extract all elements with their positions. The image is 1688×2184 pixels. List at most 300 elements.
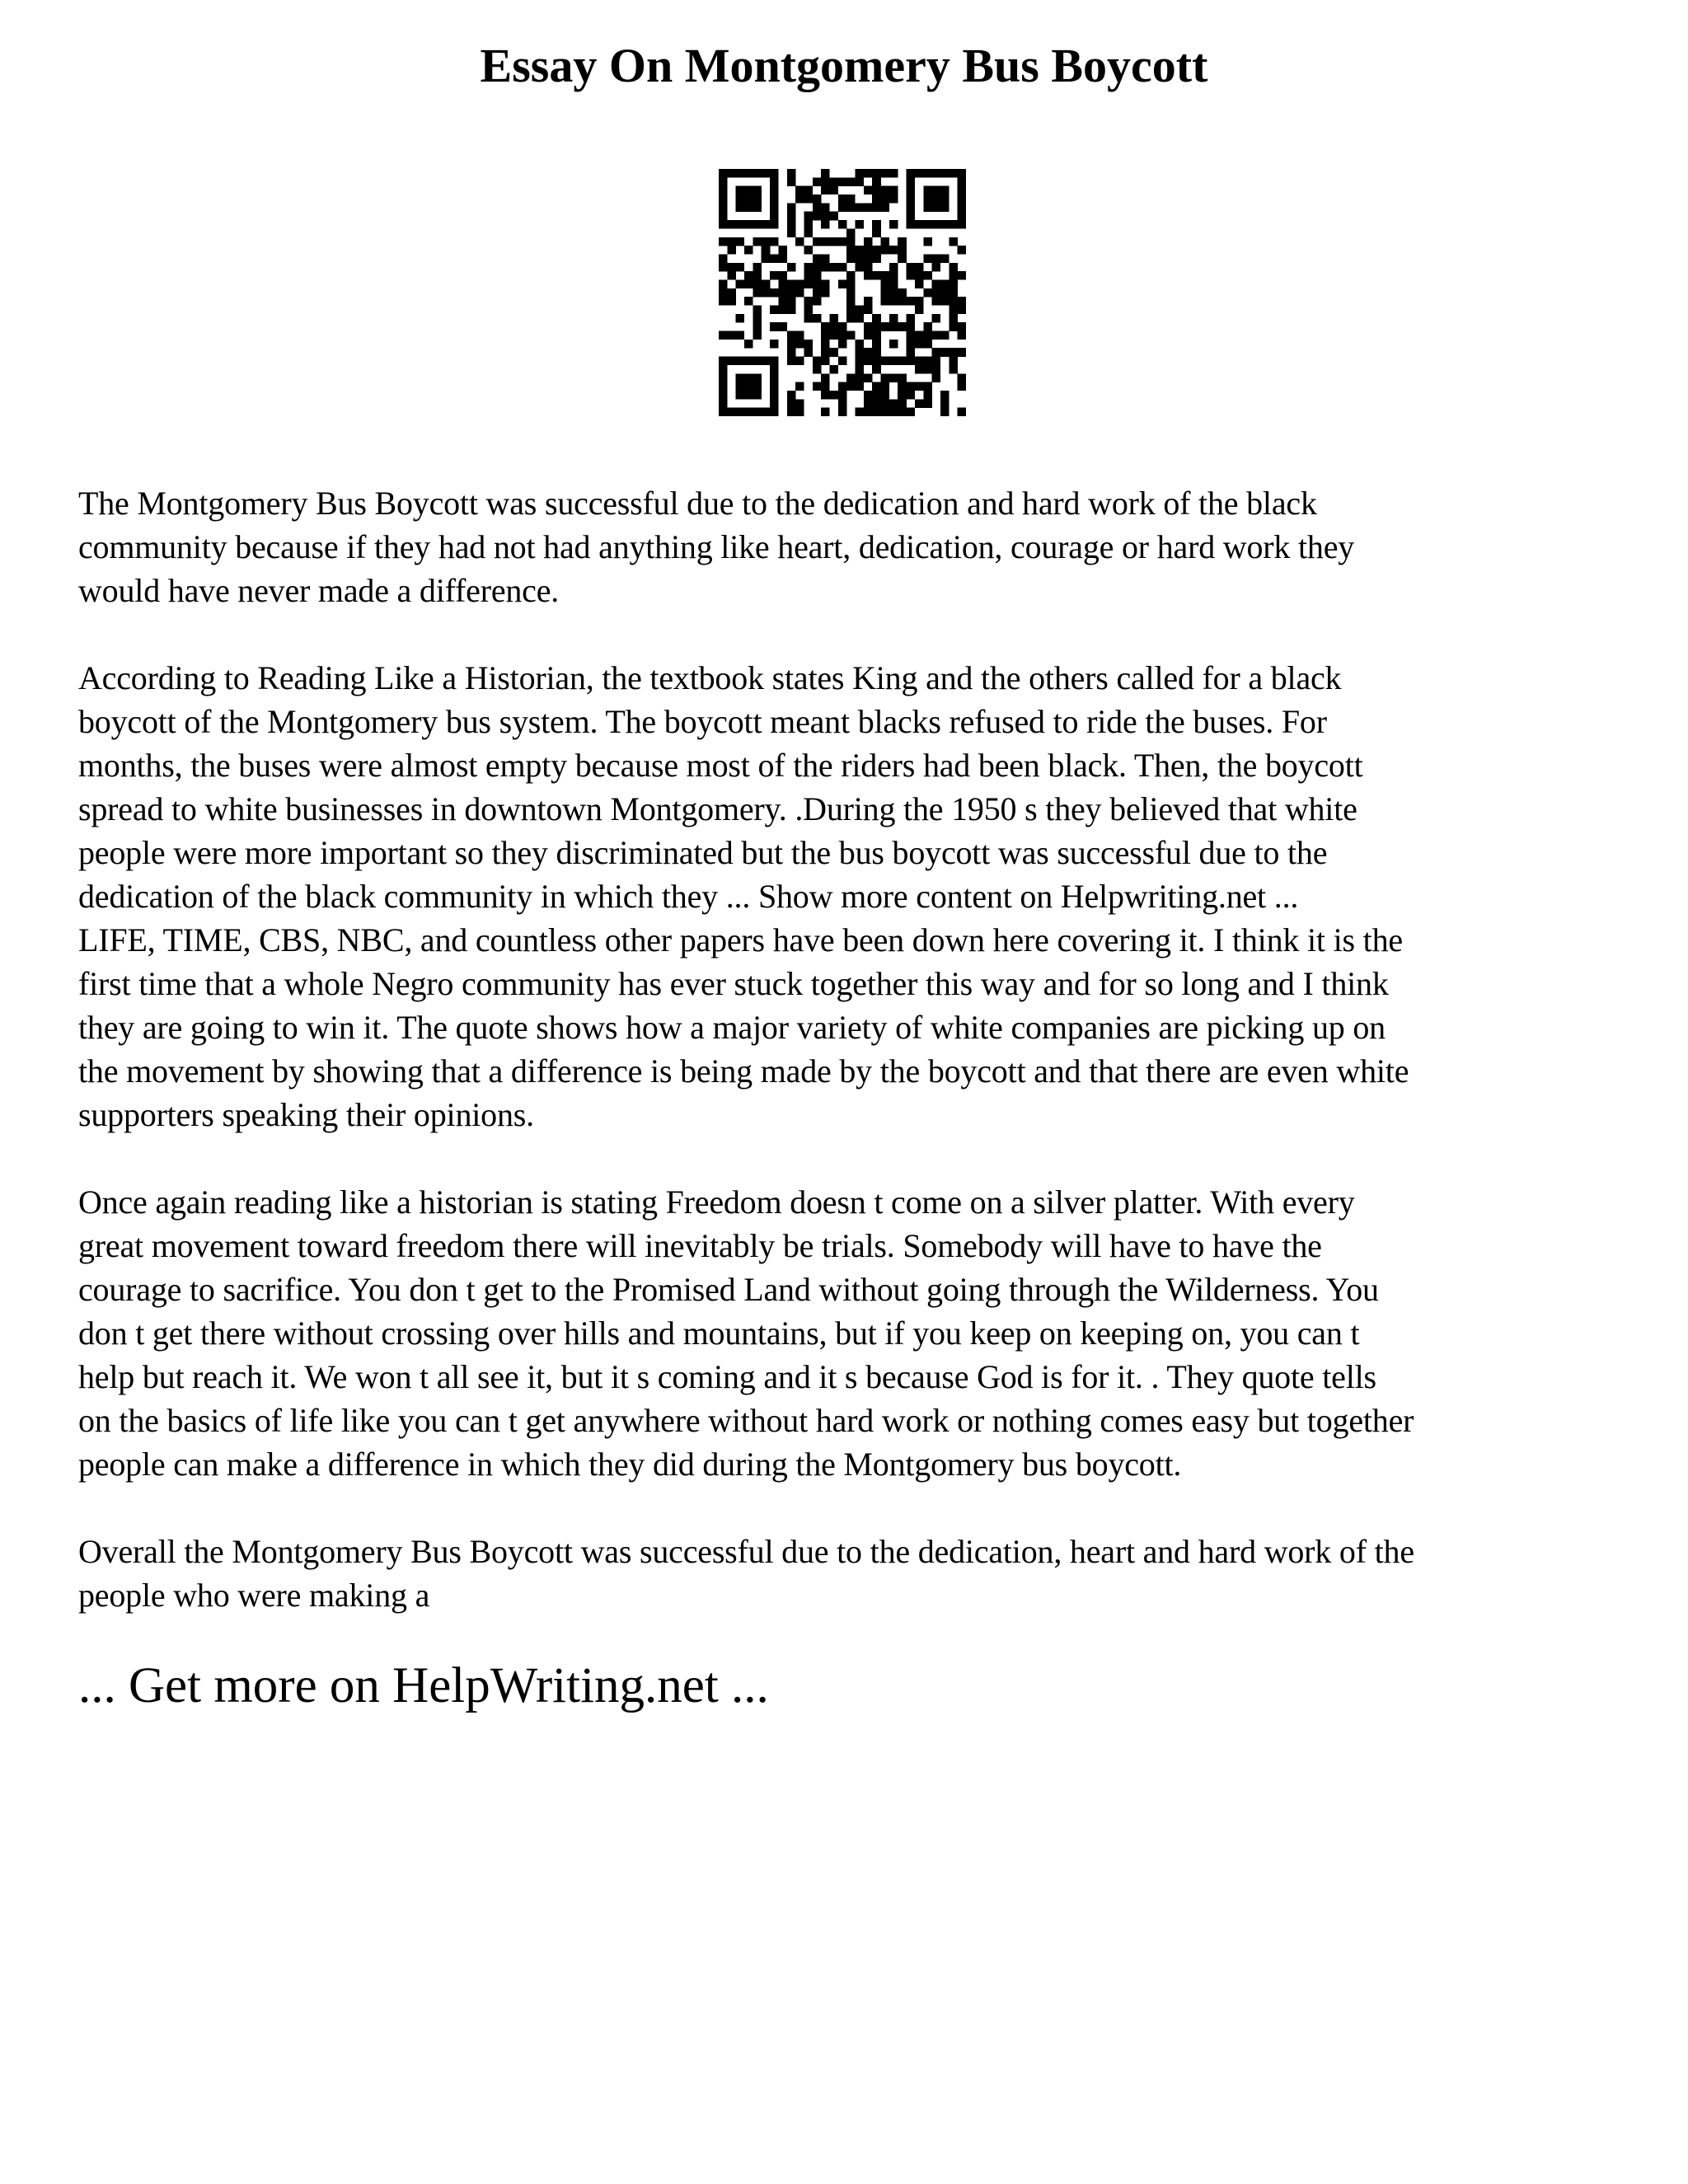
qr-module [762,357,771,366]
qr-module [744,194,753,204]
qr-module [813,237,822,246]
qr-module [787,212,796,221]
qr-module [898,357,907,366]
qr-module [753,391,762,400]
qr-module [872,365,881,374]
get-more-link[interactable]: ... Get more on HelpWriting.net ... [78,1658,769,1713]
qr-module [813,177,822,186]
qr-module [932,297,941,306]
qr-module [932,288,941,298]
qr-module [949,365,958,374]
qr-module [821,279,830,288]
qr-module [889,169,898,178]
qr-module [949,322,958,331]
qr-module [932,314,941,323]
qr-module [872,348,881,357]
qr-module [864,373,873,382]
qr-module [940,348,950,357]
qr-module [727,271,736,280]
qr-module [958,382,966,391]
qr-module [907,357,916,366]
qr-module [736,314,745,323]
qr-module [719,186,728,195]
qr-module [762,288,771,298]
qr-module [940,297,950,306]
qr-module [829,186,838,195]
qr-module [821,357,830,366]
qr-module [753,237,762,246]
qr-module [795,340,804,349]
qr-module [829,263,838,272]
qr-module [736,357,745,366]
qr-module [736,203,745,212]
qr-module [744,279,753,288]
qr-module [889,220,898,229]
qr-module [770,177,779,186]
qr-module [915,306,924,315]
qr-module [762,246,771,255]
qr-module [958,194,966,204]
qr-module [949,220,958,229]
qr-module [719,391,728,400]
qr-module [932,331,941,340]
qr-module [804,348,813,357]
qr-module [736,194,745,204]
qr-module [949,288,958,298]
qr-module [846,373,856,382]
qr-module [923,382,932,391]
qr-module [856,365,865,374]
qr-module [864,391,873,400]
qr-module [940,186,950,195]
qr-module [864,169,873,178]
qr-module [778,322,787,331]
qr-module [949,263,958,272]
qr-module [940,254,950,263]
qr-module [872,177,881,186]
qr-module [762,279,771,288]
qr-module [753,279,762,288]
qr-module [719,237,728,246]
qr-module [864,297,873,306]
qr-module [813,212,822,221]
qr-module [907,263,916,272]
qr-module [770,194,779,204]
qr-module [770,186,779,195]
qr-module [856,373,865,382]
qr-module [753,314,762,323]
qr-module [813,279,822,288]
qr-module [932,169,941,178]
qr-module [932,254,941,263]
qr-module [864,322,873,331]
qr-module [846,194,856,204]
qr-module [744,220,753,229]
qr-module [923,169,932,178]
qr-module [932,186,941,195]
qr-code-graphic [719,169,966,416]
qr-module [719,263,728,272]
qr-module [795,194,804,204]
qr-module [719,212,728,221]
qr-module [753,373,762,382]
qr-module [787,348,796,357]
qr-module [770,373,779,382]
qr-module [856,408,865,416]
qr-module [736,220,745,229]
qr-module [881,382,890,391]
qr-module [915,382,924,391]
qr-module [958,246,966,255]
qr-module [907,314,916,323]
document-title: Essay On Montgomery Bus Boycott [480,39,1208,92]
qr-module [889,322,898,331]
qr-module [881,373,890,382]
qr-code-icon [719,169,966,416]
qr-module [727,331,736,340]
qr-module [864,331,873,340]
qr-module [889,263,898,272]
qr-module [949,314,958,323]
qr-module [923,254,932,263]
qr-module [940,331,950,340]
qr-module [872,271,881,280]
qr-module [821,169,830,178]
qr-module [744,357,753,366]
qr-module [940,169,950,178]
qr-module [889,340,898,349]
qr-module [762,237,771,246]
qr-module [804,340,813,349]
qr-module [949,297,958,306]
qr-module [864,186,873,195]
qr-module [932,365,941,374]
qr-module [727,237,736,246]
qr-module [872,169,881,178]
qr-module [736,331,745,340]
qr-module [838,391,847,400]
qr-module [736,373,745,382]
qr-module [804,212,813,221]
qr-module [804,194,813,204]
qr-module [753,306,762,315]
qr-module [778,271,787,280]
qr-module [872,228,881,237]
qr-module [907,382,916,391]
qr-module [958,220,966,229]
qr-module [864,306,873,315]
qr-module [838,279,847,288]
qr-module [907,177,916,186]
qr-module [872,322,881,331]
qr-module [898,408,907,416]
qr-module [753,220,762,229]
qr-module [727,263,736,272]
qr-module [872,340,881,349]
qr-module [915,279,924,288]
qr-module [753,271,762,280]
qr-module [856,254,865,263]
qr-module [915,357,924,366]
qr-module [821,288,830,298]
qr-module [838,357,847,366]
qr-module [907,408,916,416]
qr-module [753,169,762,178]
qr-module [881,408,890,416]
qr-module [907,203,916,212]
qr-module [744,373,753,382]
qr-module [923,340,932,349]
qr-module [949,271,958,280]
qr-module [889,194,898,204]
qr-module [898,382,907,391]
qr-module [804,246,813,255]
qr-module [881,391,890,400]
qr-module [932,348,941,357]
qr-module [770,382,779,391]
qr-module [889,373,898,382]
qr-module [770,399,779,408]
qr-module [923,194,932,204]
qr-module [881,203,890,212]
qr-module [762,408,771,416]
qr-module [856,246,865,255]
qr-module [846,177,856,186]
qr-module [795,399,804,408]
qr-module [932,263,941,272]
qr-module [770,357,779,366]
qr-module [940,279,950,288]
qr-module [838,399,847,408]
qr-module [804,263,813,272]
qr-module [821,203,830,212]
qr-module [881,297,890,306]
qr-module [932,203,941,212]
qr-module [923,220,932,229]
qr-module [889,297,898,306]
qr-module [770,306,779,315]
qr-module [719,254,728,263]
qr-module [838,331,847,340]
qr-module [744,340,753,349]
qr-module [762,220,771,229]
qr-module [719,297,728,306]
qr-module [846,288,856,298]
qr-module [907,194,916,204]
qr-module [795,408,804,416]
qr-module [949,357,958,366]
qr-module [915,263,924,272]
qr-module [770,212,779,221]
qr-module [778,254,787,263]
qr-module [846,314,856,323]
qr-module [872,203,881,212]
qr-module [762,169,771,178]
qr-module [727,288,736,298]
qr-module [872,186,881,195]
qr-module [744,203,753,212]
qr-module [787,288,796,298]
qr-module [872,194,881,204]
qr-module [795,357,804,366]
qr-module [856,263,865,272]
qr-module [881,288,890,298]
qr-module [889,288,898,298]
qr-module [949,237,958,246]
qr-module [923,271,932,280]
qr-module [727,408,736,416]
qr-module [958,271,966,280]
qr-module [813,297,822,306]
qr-module [940,288,950,298]
qr-module [923,391,932,400]
qr-module [846,271,856,280]
qr-module [719,220,728,229]
qr-module [795,237,804,246]
qr-module [907,348,916,357]
qr-module [958,348,966,357]
qr-module [907,220,916,229]
qr-module [907,322,916,331]
qr-module [821,322,830,331]
qr-module [719,331,728,340]
qr-module [856,203,865,212]
qr-module [907,212,916,221]
qr-module [864,357,873,366]
qr-module [958,331,966,340]
qr-module [813,194,822,204]
qr-module [804,279,813,288]
qr-module [915,169,924,178]
qr-module [787,408,796,416]
qr-module [813,288,822,298]
qr-module [838,408,847,416]
qr-module [821,373,830,382]
qr-module [719,408,728,416]
qr-module [881,322,890,331]
qr-module [829,212,838,221]
qr-module [838,263,847,272]
qr-module [838,382,847,391]
qr-module [856,340,865,349]
qr-module [736,237,745,246]
qr-module [744,297,753,306]
qr-module [829,322,838,331]
qr-module [778,279,787,288]
qr-module [821,348,830,357]
qr-module [770,340,779,349]
qr-module [881,194,890,204]
qr-module [898,237,907,246]
qr-module [719,279,728,288]
qr-module [719,288,728,298]
qr-module [804,271,813,280]
qr-module [719,169,728,178]
qr-module [727,297,736,306]
paragraph-historian: According to Reading Like a Historian, the textbook states King and the others called for a black boycott of the Montgomery bus system. The boycott meant blacks refused to ride the buses. For months, the buses were almost empty because most of the riders had been black. Then, the boycott spread to white businesses in downtown Montgomery. .During the 1950 s they believed that white people were more important so they discriminated but the bus boycott was successful due to the dedication of the black community in which they ... Show more content on Helpwriting.net ... LIFE, TIME, CBS, NBC, and countless other papers have been down here covering it. I think it is the first time that a whole Negro community has ever stuck together this way and for so long and I think they are going to win it. The quote shows how a major variety of white companies are picking up on the movement by showing that a difference is being made by the boycott and that there are even white supporters speaking their opinions. [78,659,1409,1133]
essay-body [78,481,1628,1661]
qr-module [923,357,932,366]
qr-module [821,382,830,391]
qr-module [787,391,796,400]
qr-module [838,194,847,204]
qr-module [753,408,762,416]
qr-module [838,220,847,229]
qr-module [787,357,796,366]
qr-module [821,186,830,195]
qr-module [778,306,787,315]
qr-module [770,169,779,178]
qr-module [770,391,779,400]
qr-module [744,391,753,400]
qr-module [846,382,856,391]
qr-module [770,365,779,374]
qr-module [821,220,830,229]
qr-module [829,314,838,323]
qr-module [958,322,966,331]
qr-module [898,254,907,263]
qr-module [872,408,881,416]
qr-module [881,186,890,195]
qr-module [804,297,813,306]
qr-module [787,203,796,212]
qr-module [872,220,881,229]
qr-module [727,220,736,229]
qr-module [846,306,856,315]
qr-module [770,322,779,331]
qr-module [753,382,762,391]
qr-module [821,177,830,186]
qr-module [889,186,898,195]
qr-module [907,340,916,349]
qr-module [923,365,932,374]
qr-module [727,169,736,178]
qr-module [864,254,873,263]
qr-module [889,399,898,408]
qr-module [736,391,745,400]
qr-module [787,306,796,315]
qr-module [829,365,838,374]
qr-module [753,194,762,204]
qr-module [744,246,753,255]
qr-module [881,246,890,255]
qr-module [907,391,916,400]
qr-module [813,382,822,391]
paragraph-freedom-quote: Once again reading like a historian is stating Freedom doesn t come on a silver platter. With every great movement toward freedom there will inevitably be trials. Somebody will have to have the courage to sacrifice. You don t get to the Promised Land without going through the Wilderness. You don t get there without crossing over hills and mountains, but if you keep on keeping on, you can t help but reach it. We won t all see it, but it s coming and it s because God is for it. . They quote tells on the basics of life like you can t get anywhere without hard work or nothing comes easy but together people can make a difference in which they did during the Montgomery bus boycott. [78,1183,1414,1483]
qr-module [881,271,890,280]
qr-module [923,186,932,195]
paragraph-conclusion: Overall the Montgomery Bus Boycott was successful due to the dedication, heart and hard work of the people who were making a [78,1533,1414,1614]
qr-module [856,357,865,366]
qr-module [719,357,728,366]
qr-module [736,169,745,178]
qr-module [846,228,856,237]
qr-module [821,263,830,272]
qr-module [813,263,822,272]
qr-module [881,357,890,366]
qr-module [813,254,822,263]
qr-module [736,279,745,288]
qr-module [872,246,881,255]
qr-module [753,186,762,195]
qr-module [727,357,736,366]
qr-module [846,279,856,288]
qr-module [889,408,898,416]
qr-module [838,203,847,212]
qr-module [804,228,813,237]
qr-module [804,220,813,229]
qr-module [872,254,881,263]
